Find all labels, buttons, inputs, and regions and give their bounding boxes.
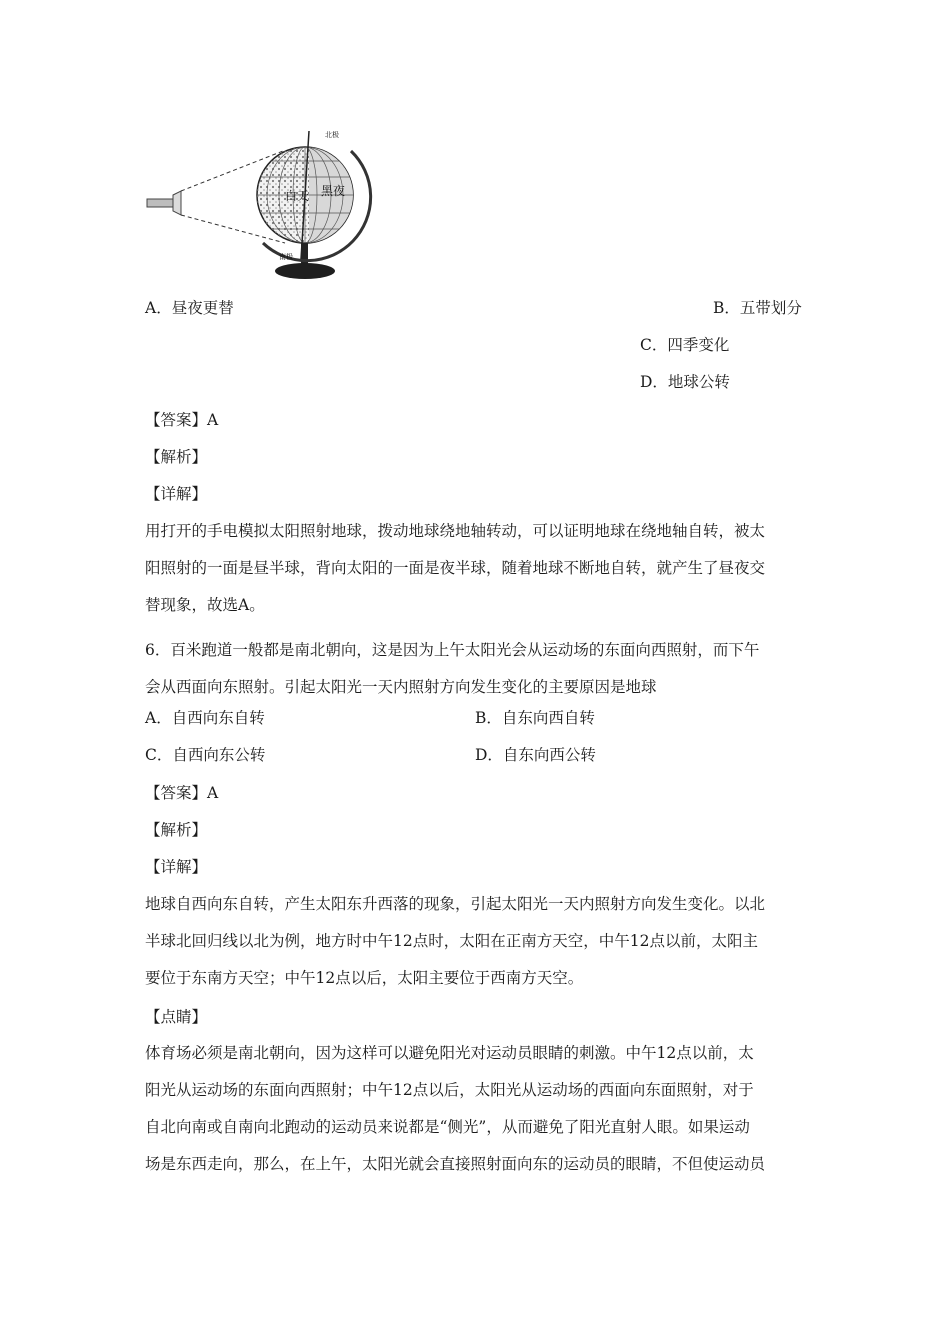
q6-stem-line: 6．百米跑道一般都是南北朝向，这是因为上午太阳光会从运动场的东面向西照射，而下午 [145, 641, 760, 659]
q6-detail-paragraph [145, 886, 807, 997]
q6-comment-line: 阳光从运动场的东面向西照射；中午12点以后，太阳光从运动场的西面向东面照射，对于 [145, 1081, 754, 1099]
globe-flashlight-figure [145, 125, 375, 285]
q5-detail-line: 阳照射的一面是昼半球，背向太阳的一面是夜半球，随着地球不断地自转，就产生了昼夜交 [145, 559, 766, 577]
q5-analysis-heading: 【解析】 [145, 448, 208, 466]
q5-detail-line: 用打开的手电模拟太阳照射地球，拨动地球绕地轴转动，可以证明地球在绕地轴自转，被太 [145, 522, 766, 540]
q5-option-c: C．四季变化 [640, 336, 730, 354]
q5-detail-paragraph [145, 513, 807, 624]
q6-detail-line: 要位于东南方天空；中午12点以后，太阳主要位于西南方天空。 [145, 969, 584, 987]
label-night: 黑夜 [321, 184, 346, 198]
q5-answer: 【答案】A [145, 411, 219, 429]
q6-comment-paragraph [145, 1035, 807, 1183]
q5-option-b: B．五带划分 [713, 299, 802, 317]
label-day: 白天 [285, 189, 310, 203]
q6-option-c: C．自西向东公转 [145, 746, 266, 764]
q6-answer: 【答案】A [145, 784, 219, 802]
q6-stem [145, 632, 807, 706]
q6-detail-line: 地球自西向东自转，产生太阳东升西落的现象，引起太阳光一天内照射方向发生变化。以北 [145, 895, 766, 913]
q6-comment-line: 体育场必须是南北朝向，因为这样可以避免阳光对运动员眼睛的刺激。中午12点以前，太 [145, 1044, 754, 1062]
flashlight-icon [147, 191, 181, 215]
q6-detail-heading: 【详解】 [145, 858, 208, 876]
q5-option-a: A．昼夜更替 [145, 299, 234, 317]
q6-option-b: B．自东向西自转 [475, 709, 595, 727]
q6-detail-line: 半球北回归线以北为例，地方时中午12点时，太阳在正南方天空，中午12点以前，太阳主 [145, 932, 758, 950]
q6-option-a: A．自西向东自转 [145, 709, 265, 727]
q5-option-d: D．地球公转 [640, 373, 730, 391]
q6-comment-line: 场是东西走向，那么，在上午，太阳光就会直接照射面向东的运动员的眼睛，不但使运动员 [145, 1155, 766, 1173]
label-north-pole: 北极 [325, 131, 339, 139]
q6-comment-heading: 【点睛】 [145, 1008, 208, 1026]
q6-comment-line: 自北向南或自南向北跑动的运动员来说都是“侧光”，从而避免了阳光直射人眼。如果运动 [145, 1118, 750, 1136]
label-south-pole: 南极 [279, 253, 293, 261]
q6-stem-line: 会从西面向东照射。引起太阳光一天内照射方向发生变化的主要原因是地球 [145, 678, 657, 696]
q6-analysis-heading: 【解析】 [145, 821, 208, 839]
q6-option-d: D．自东向西公转 [475, 746, 596, 764]
q5-detail-heading: 【详解】 [145, 485, 208, 503]
q5-detail-line: 替现象，故选A。 [145, 596, 265, 614]
